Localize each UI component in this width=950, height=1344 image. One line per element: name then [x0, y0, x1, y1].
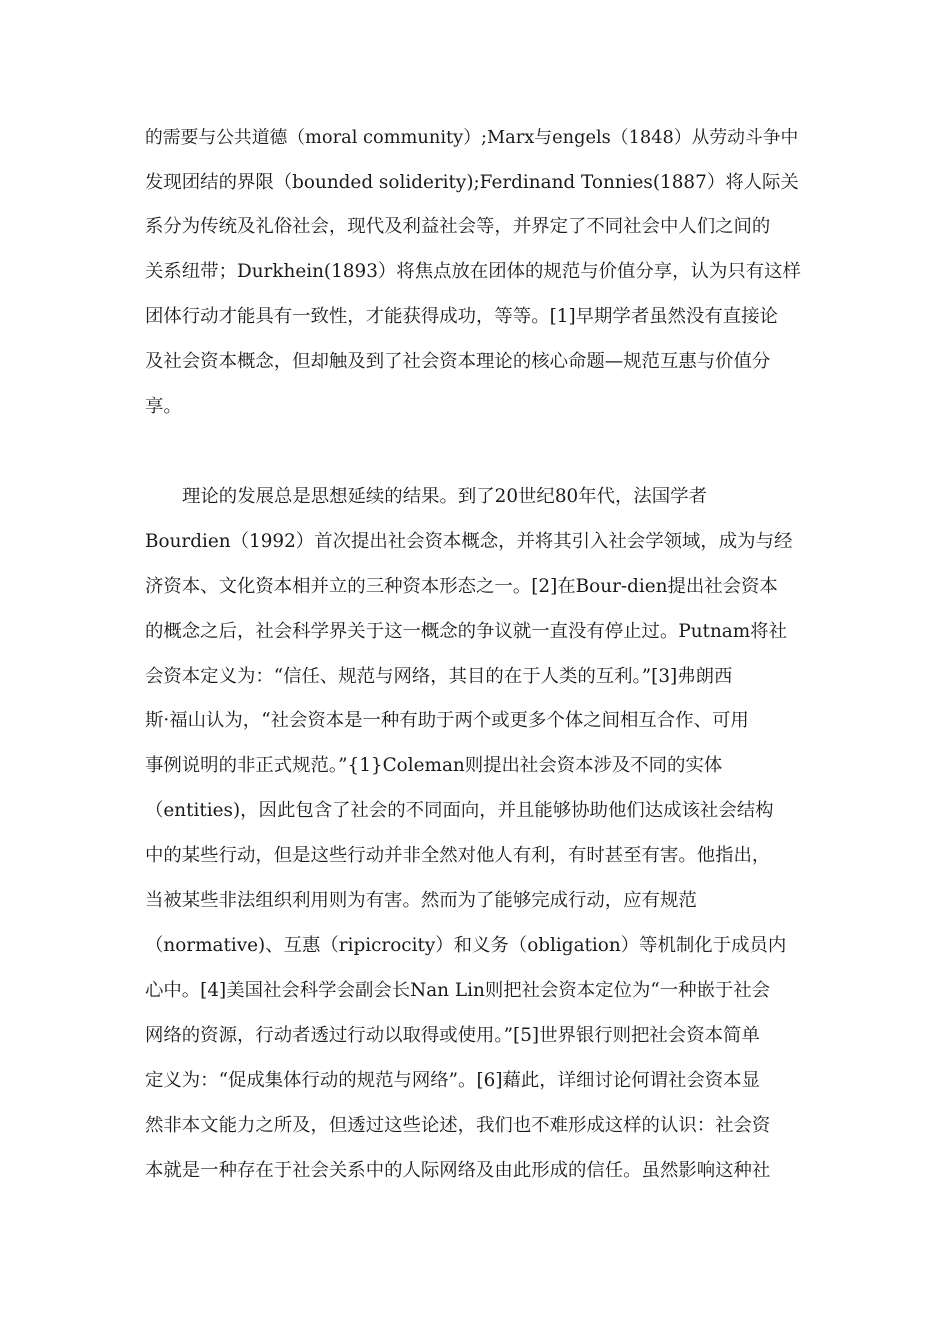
text-line: 本就是一种存在于社会关系中的人际网络及由此形成的信任。虽然影响这种社: [145, 1160, 771, 1181]
text-line: 的概念之后，社会科学界关于这一概念的争议就一直没有停止过。Putnam将社: [145, 621, 787, 642]
text-line: Bourdien（1992）首次提出社会资本概念，并将其引入社会学领域，成为与经: [145, 531, 793, 552]
text-line: 关系纽带；Durkhein(1893）将焦点放在团体的规范与价值分享，认为只有这样: [145, 261, 801, 282]
text-line: 及社会资本概念，但却触及到了社会资本理论的核心命题—规范互惠与价值分: [145, 351, 771, 372]
text-line: 团体行动才能具有一致性，才能获得成功，等等。[1]早期学者虽然没有直接论: [145, 306, 778, 327]
text-line: 济资本、文化资本相并立的三种资本形态之一。[2]在Bour-dien提出社会资本: [145, 576, 778, 597]
text-line: 享。: [145, 396, 182, 417]
text-line: 的需要与公共道德（moral community）;Marx与engels（1848）从劳动斗争中: [145, 127, 799, 148]
text-line: 中的某些行动，但是这些行动并非全然对他人有利，有时甚至有害。他指出，: [145, 845, 771, 866]
text-line: 发现团结的界限（bounded soliderity);Ferdinand Tonnies(1887）将人际关: [145, 172, 799, 193]
text-line: 理论的发展总是思想延续的结果。到了20世纪80年代，法国学者: [182, 486, 707, 507]
text-line: 网络的资源，行动者透过行动以取得或使用。”[5]世界银行则把社会资本简单: [145, 1025, 760, 1046]
text-line: 定义为：“促成集体行动的规范与网络”。[6]藉此，详细讨论何谓社会资本显: [145, 1070, 760, 1091]
text-line: 心中。[4]美国社会科学会副会长Nan Lin则把社会资本定位为“一种嵌于社会: [145, 980, 771, 1001]
text-line: 事例说明的非正式规范。”{1}Coleman则提出社会资本涉及不同的实体: [145, 755, 723, 776]
text-line: 斯·福山认为，“社会资本是一种有助于两个或更多个体之间相互合作、可用: [145, 710, 749, 731]
text-line: （entities)，因此包含了社会的不同面向，并且能够协助他们达成该社会结构: [145, 800, 774, 821]
text-line: 系分为传统及礼俗社会，现代及利益社会等，并界定了不同社会中人们之间的: [145, 216, 771, 237]
text-line: 会资本定义为：“信任、规范与网络，其目的在于人类的互利。”[3]弗朗西: [145, 666, 733, 687]
text-line: 当被某些非法组织利用则为有害。然而为了能够完成行动，应有规范: [145, 890, 697, 911]
text-line: （normative)、互惠（ripicrocity）和义务（obligation）等机制化于成员内: [145, 935, 787, 956]
text-line: 然非本文能力之所及，但透过这些论述，我们也不难形成这样的认识：社会资: [145, 1115, 771, 1136]
